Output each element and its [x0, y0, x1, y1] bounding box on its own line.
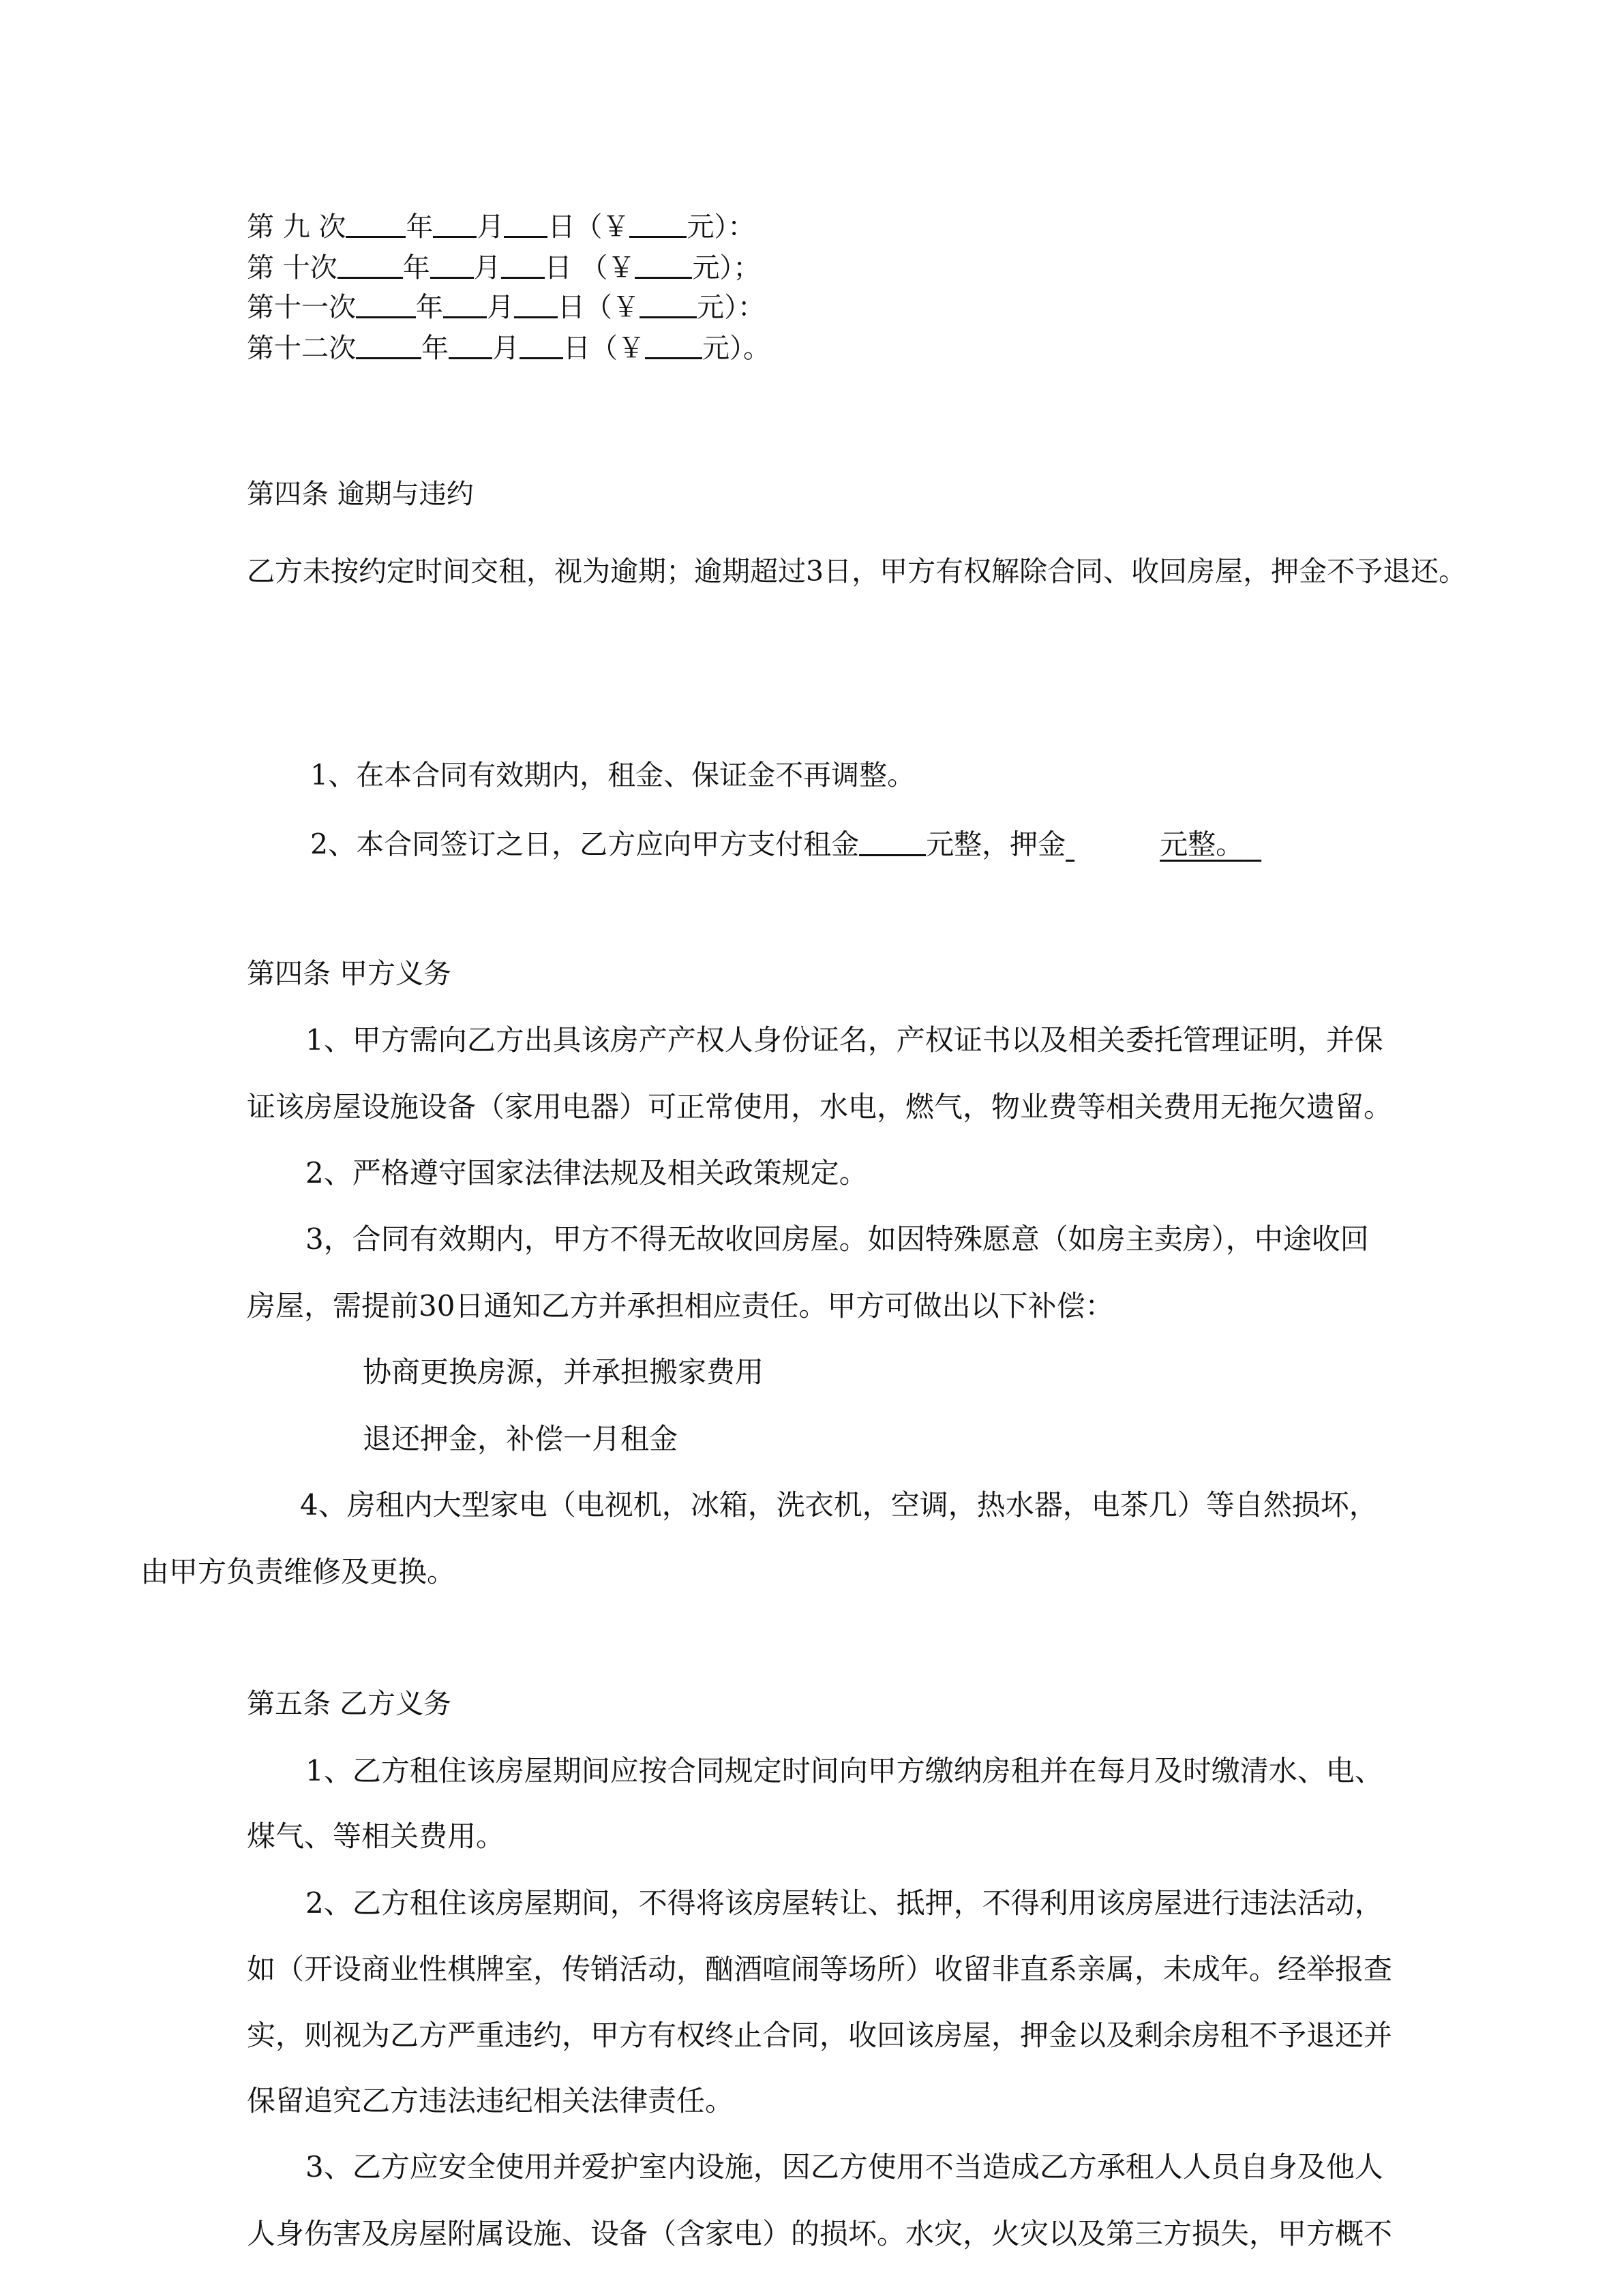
paragraph-line: 1、乙方租住该房屋期间应按合同规定时间向甲方缴纳房租并在每月及时缴清水、电、 [305, 1754, 1383, 1787]
schedule-label: 第 十次 [247, 252, 337, 284]
paragraph-line: 4、房租内大型家电（电视机，冰箱，洗衣机，空调，热水器，电茶几）等自然损坏， [300, 1488, 1378, 1522]
month-blank [443, 292, 487, 318]
paragraph-line: 2、乙方租住该房屋期间，不得将该房屋转让、抵押，不得利用该房屋进行违法活动， [305, 1886, 1383, 1920]
article-heading: 第四条 逾期与违约 [247, 479, 474, 510]
amount-blank [635, 252, 692, 279]
paragraph-line: 3，合同有效期内，甲方不得无故收回房屋。如因特殊愿意（如房主卖房），中途收回 [305, 1222, 1369, 1256]
paragraph-line: 人身伤害及房屋附属设施、设备（含家电）的损坏。水灾，火灾以及第三方损失，甲方概不 [247, 2217, 1393, 2250]
schedule-label: 第十二次 [247, 332, 356, 364]
paragraph-line: 证该房屋设施设备（家用电器）可正常使用，水电，燃气，物业费等相关费用无拖欠遗留。 [247, 1090, 1393, 1123]
schedule-label: 第 九 次 [247, 211, 346, 243]
rent-amount-blank [859, 829, 926, 856]
article-text: 乙方未按约定时间交租，视为逾期；逾期超过3日，甲方有权解除合同、收回房屋，押金不予退还。 [247, 555, 1467, 588]
schedule-row-12: 第十二次 年 月 日（￥ 元）。 [247, 332, 770, 364]
paragraph-line: 实，则视为乙方严重违约，甲方有权终止合同，收回该房屋，押金以及剩余房租不予退还并 [247, 2019, 1393, 2052]
schedule-row-9: 第 九 次 年 月 日（￥ 元）： [247, 211, 755, 243]
paragraph-line: 2、严格遵守国家法律法规及相关政策规定。 [305, 1156, 868, 1190]
article-heading: 第四条 甲方义务 [247, 957, 452, 990]
paragraph-line: 由甲方负责维修及更换。 [140, 1555, 456, 1588]
rent-term-1: 1、在本合同有效期内，租金、保证金不再调整。 [310, 759, 916, 791]
deposit-amount [1066, 831, 1160, 859]
rent-term-2: 2、本合同签订之日，乙方应向甲方支付租金 元整，押金 元整。 [310, 828, 1244, 861]
schedule-label: 第十一次 [247, 291, 356, 323]
year-blank [356, 292, 416, 318]
schedule-row-10: 第 十次 年 月 日 （￥ 元）； [247, 252, 761, 284]
paragraph-line: 煤气、等相关费用。 [247, 1819, 505, 1853]
day-blank [520, 333, 563, 359]
month-blank [430, 252, 474, 279]
day-blank [501, 252, 545, 279]
month-blank [449, 333, 492, 359]
compensation-option: 协商更换房源，并承担搬家费用 [363, 1355, 764, 1389]
article-heading: 第五条 乙方义务 [247, 1687, 452, 1720]
year-blank [346, 211, 406, 238]
paragraph-line: 1、甲方需向乙方出具该房产产权人身份证名，产权证书以及相关委托管理证明，并保 [305, 1023, 1383, 1057]
year-blank [356, 333, 421, 359]
paragraph-line: 如（开设商业性棋牌室，传销活动，酗酒喧闹等场所）收留非直系亲属，未成年。经举报查 [247, 1952, 1393, 1986]
paragraph-line: 3、乙方应安全使用并爱护室内设施，因乙方使用不当造成乙方承租人人员自身及他人 [305, 2150, 1383, 2184]
paragraph-line: 房屋，需提前30日通知乙方并承担相应责任。甲方可做出以下补偿： [247, 1289, 1114, 1323]
month-blank [433, 211, 477, 238]
compensation-option: 退还押金，补偿一月租金 [363, 1422, 678, 1455]
amount-blank [629, 211, 687, 238]
day-blank [504, 211, 547, 238]
amount-blank [645, 333, 702, 359]
schedule-row-11: 第十一次 年 月 日（￥ 元）： [247, 291, 765, 323]
amount-blank [640, 292, 697, 318]
paragraph-line: 保留追究乙方违法违纪相关法律责任。 [247, 2084, 734, 2117]
year-blank [337, 252, 403, 279]
day-blank [514, 292, 558, 318]
